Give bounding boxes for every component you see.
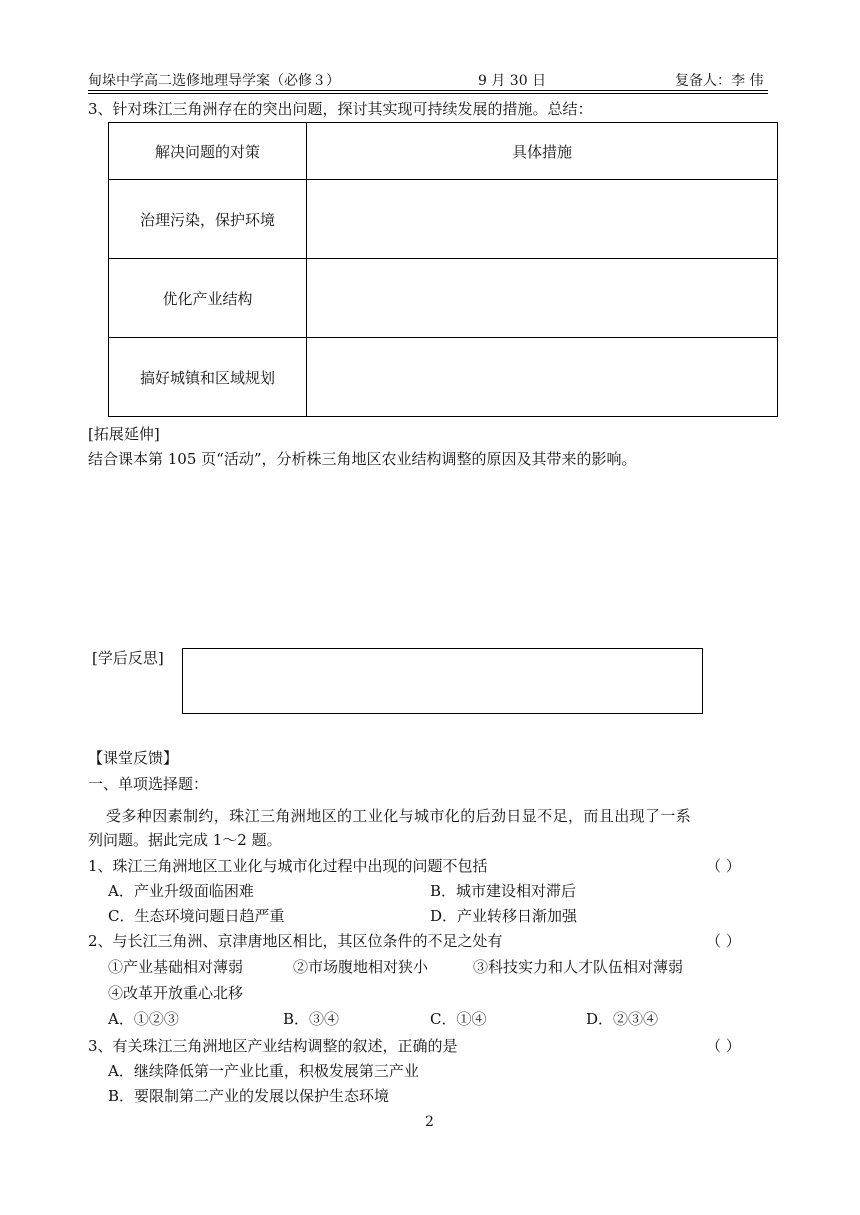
table-cell-strategy: 优化产业结构 [109,259,307,338]
header-author: 复备人：李 伟 [675,73,764,89]
feedback-intro-line1: 受多种因素制约，珠江三角洲地区的工业化与城市化的后劲日显不足，而且出现了一系 [106,807,692,825]
q1-option-c: C．生态环境问题日趋严重 [108,907,285,925]
question3-prompt: 3、针对珠江三角洲存在的突出问题，探讨其实现可持续发展的措施。总结： [88,100,593,118]
table-header-measures: 具体措施 [307,123,778,180]
extension-heading: [拓展延伸] [88,425,160,443]
feedback-intro-line2: 列问题。据此完成 1～2 题。 [88,831,282,849]
header-rule [88,90,768,91]
table-cell-answer[interactable] [307,259,778,338]
header-rule-double [88,93,768,94]
table-header-row [109,123,778,180]
q2-option-b: B．③④ [283,1010,340,1028]
table-cell-strategy: 治理污染，保护环境 [109,180,307,259]
table-cell-answer[interactable] [307,338,778,417]
page-number: 2 [425,1114,434,1130]
q2-item-2: ②市场腹地相对狭小 [293,958,429,976]
table-cell-answer[interactable] [307,180,778,259]
q2-option-d: D．②③④ [586,1010,659,1028]
q2-answer-paren[interactable]: （ ） [706,932,741,950]
q3-option-a: A．继续降低第一产业比重，积极发展第三产业 [108,1062,419,1080]
q3-answer-paren[interactable]: （ ） [706,1037,741,1055]
measures-table [108,122,778,417]
q2-item-1: ①产业基础相对薄弱 [108,958,244,976]
q1-option-d: D．产业转移日渐加强 [430,907,578,925]
q1-answer-paren[interactable]: （ ） [706,857,741,875]
header-date: 9 月 30 日 [478,73,547,89]
table-row [109,259,778,338]
q1-option-a: A．产业升级面临困难 [108,882,254,900]
feedback-heading: 【课堂反馈】 [88,749,179,767]
q1-stem: 1、珠江三角洲地区工业化与城市化过程中出现的问题不包括 [88,857,488,875]
table-row [109,180,778,259]
table-row [109,338,778,417]
q3-stem: 3、有关珠江三角洲地区产业结构调整的叙述，正确的是 [88,1037,458,1055]
reflection-label: [学后反思] [92,649,164,667]
q2-item-4: ④改革开放重心北移 [108,984,244,1002]
q2-stem: 2、与长江三角洲、京津唐地区相比，其区位条件的不足之处有 [88,932,503,950]
q2-option-c: C．①④ [430,1010,487,1028]
q3-option-b: B．要限制第二产业的发展以保护生态环境 [108,1087,390,1105]
table-header-strategy: 解决问题的对策 [109,123,307,180]
q2-item-3: ③科技实力和人才队伍相对薄弱 [473,958,684,976]
q1-option-b: B．城市建设相对滞后 [430,882,577,900]
header-left: 甸垛中学高二选修地理导学案（必修３） [88,73,340,89]
extension-text: 结合课本第 105 页“活动”，分析株三角地区农业结构调整的原因及其带来的影响。 [88,450,637,468]
feedback-section: 一、单项选择题： [88,775,209,793]
q2-option-a: A．①②③ [108,1010,179,1028]
reflection-box[interactable] [182,648,703,714]
table-cell-strategy: 搞好城镇和区域规划 [109,338,307,417]
